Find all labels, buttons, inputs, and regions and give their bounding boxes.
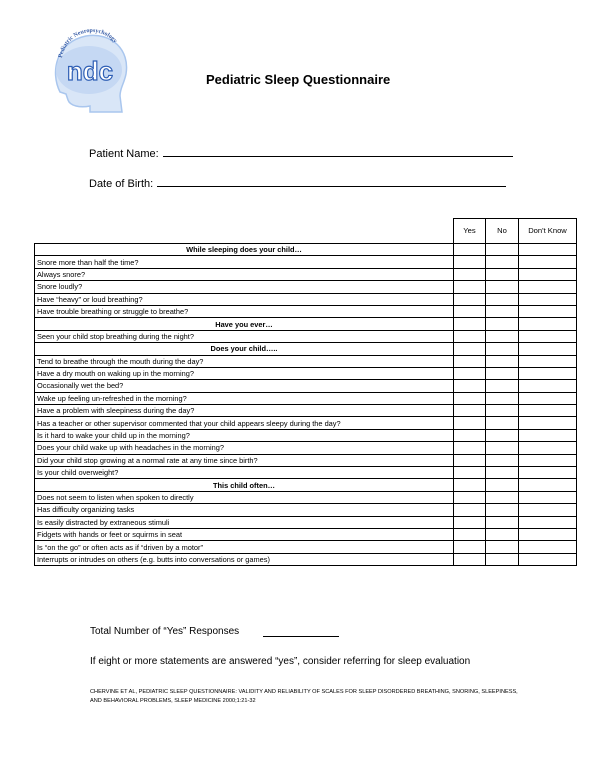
question-row xyxy=(35,516,577,528)
question-text: Have “heavy” or loud breathing? xyxy=(35,293,454,305)
answer-cell-yes[interactable] xyxy=(454,281,486,293)
answer-cell-yes[interactable] xyxy=(454,305,486,317)
answer-cell-dont-know[interactable] xyxy=(519,442,577,454)
patient-name-label: Patient Name: xyxy=(89,148,159,160)
question-row xyxy=(35,355,577,367)
answer-cell-no[interactable] xyxy=(486,305,519,317)
answer-cell-yes[interactable] xyxy=(454,417,486,429)
section-empty-cell xyxy=(519,479,577,491)
answer-cell-yes[interactable] xyxy=(454,491,486,503)
question-text: Is your child overweight? xyxy=(35,467,454,479)
question-row xyxy=(35,367,577,379)
question-text: Have a problem with sleepiness during the day? xyxy=(35,405,454,417)
patient-name-line[interactable] xyxy=(163,155,513,157)
section-empty-cell xyxy=(486,343,519,355)
total-yes-responses xyxy=(90,626,339,637)
column-header-dont-know: Don't Know xyxy=(519,219,577,244)
question-row xyxy=(35,417,577,429)
answer-cell-no[interactable] xyxy=(486,367,519,379)
question-row xyxy=(35,256,577,268)
question-text: Is easily distracted by extraneous stimuli xyxy=(35,516,454,528)
citation: CHERVINE ET AL, PEDIATRIC SLEEP QUESTIONNAIRE: VALIDITY AND RELIABILITY OF SCALES FOR SLEEP DISORDERED BREATHING, SNORING, SLEEPINESS, AND BEHAVIORAL PROBLEMS, SLEEP MEDICINE 2000;1:21-32 xyxy=(90,689,518,704)
section-empty-cell xyxy=(454,343,486,355)
column-header-yes: Yes xyxy=(454,219,486,244)
answer-cell-dont-know[interactable] xyxy=(519,355,577,367)
answer-cell-dont-know[interactable] xyxy=(519,281,577,293)
answer-cell-no[interactable] xyxy=(486,293,519,305)
logo-arc-text: Pediatric Neuropsychology xyxy=(58,28,118,59)
question-text: Does your child wake up with headaches in the morning? xyxy=(35,442,454,454)
section-header-label: This child often… xyxy=(35,479,454,491)
answer-cell-no[interactable] xyxy=(486,553,519,565)
question-row xyxy=(35,281,577,293)
answer-cell-dont-know[interactable] xyxy=(519,491,577,503)
answer-cell-yes[interactable] xyxy=(454,355,486,367)
question-text: Has a teacher or other supervisor commented that your child appears sleepy during the day? xyxy=(35,417,454,429)
question-text: Interrupts or intrudes on others (e.g. butts into conversations or games) xyxy=(35,553,454,565)
question-text: Is it hard to wake your child up in the morning? xyxy=(35,429,454,441)
total-yes-blank[interactable] xyxy=(263,627,339,637)
answer-cell-no[interactable] xyxy=(486,268,519,280)
answer-cell-no[interactable] xyxy=(486,380,519,392)
answer-cell-no[interactable] xyxy=(486,454,519,466)
question-row xyxy=(35,392,577,404)
question-row xyxy=(35,380,577,392)
answer-cell-yes[interactable] xyxy=(454,429,486,441)
answer-cell-dont-know[interactable] xyxy=(519,256,577,268)
answer-cell-yes[interactable] xyxy=(454,256,486,268)
answer-cell-yes[interactable] xyxy=(454,392,486,404)
answer-cell-dont-know[interactable] xyxy=(519,305,577,317)
date-of-birth-label: Date of Birth: xyxy=(89,178,154,190)
question-row xyxy=(35,491,577,503)
answer-cell-yes[interactable] xyxy=(454,405,486,417)
questionnaire-table xyxy=(34,218,577,566)
answer-cell-no[interactable] xyxy=(486,417,519,429)
question-text: Occasionally wet the bed? xyxy=(35,380,454,392)
question-text: Is “on the go” or often acts as if “driven by a motor” xyxy=(35,541,454,553)
answer-cell-yes[interactable] xyxy=(454,367,486,379)
answer-cell-no[interactable] xyxy=(486,528,519,540)
section-header-label: Have you ever… xyxy=(35,318,454,330)
question-text: Seen your child stop breathing during the night? xyxy=(35,330,454,342)
question-text: Have a dry mouth on waking up in the morning? xyxy=(35,367,454,379)
answer-cell-no[interactable] xyxy=(486,281,519,293)
answer-cell-dont-know[interactable] xyxy=(519,417,577,429)
answer-cell-yes[interactable] xyxy=(454,293,486,305)
answer-cell-yes[interactable] xyxy=(454,541,486,553)
question-row xyxy=(35,553,577,565)
section-header-label: While sleeping does your child… xyxy=(35,244,454,256)
section-header-row xyxy=(35,244,577,256)
section-header-label: Does your child….. xyxy=(35,343,454,355)
answer-cell-no[interactable] xyxy=(486,491,519,503)
section-empty-cell xyxy=(454,318,486,330)
header-blank-cell xyxy=(35,219,454,244)
question-text: Snore more than half the time? xyxy=(35,256,454,268)
question-row xyxy=(35,541,577,553)
table-header-row xyxy=(35,219,577,244)
question-row xyxy=(35,504,577,516)
ndc-logo xyxy=(46,22,136,122)
section-empty-cell xyxy=(486,244,519,256)
answer-cell-yes[interactable] xyxy=(454,528,486,540)
section-empty-cell xyxy=(519,343,577,355)
answer-cell-yes[interactable] xyxy=(454,454,486,466)
page-title: Pediatric Sleep Questionnaire xyxy=(206,72,391,87)
question-row xyxy=(35,330,577,342)
section-empty-cell xyxy=(454,479,486,491)
answer-cell-yes[interactable] xyxy=(454,553,486,565)
answer-cell-no[interactable] xyxy=(486,442,519,454)
answer-cell-yes[interactable] xyxy=(454,442,486,454)
answer-cell-no[interactable] xyxy=(486,541,519,553)
answer-cell-dont-know[interactable] xyxy=(519,504,577,516)
answer-cell-dont-know[interactable] xyxy=(519,367,577,379)
answer-cell-dont-know[interactable] xyxy=(519,528,577,540)
answer-cell-dont-know[interactable] xyxy=(519,380,577,392)
question-text: Has difficulty organizing tasks xyxy=(35,504,454,516)
question-row xyxy=(35,293,577,305)
answer-cell-no[interactable] xyxy=(486,516,519,528)
question-row xyxy=(35,454,577,466)
answer-cell-dont-know[interactable] xyxy=(519,392,577,404)
answer-cell-yes[interactable] xyxy=(454,467,486,479)
answer-cell-dont-know[interactable] xyxy=(519,553,577,565)
answer-cell-no[interactable] xyxy=(486,330,519,342)
question-text: Snore loudly? xyxy=(35,281,454,293)
question-row xyxy=(35,305,577,317)
answer-cell-no[interactable] xyxy=(486,256,519,268)
question-text: Fidgets with hands or feet or squirms in seat xyxy=(35,528,454,540)
referral-note: If eight or more statements are answered “yes”, consider referring for sleep evaluation xyxy=(90,656,471,667)
answer-cell-no[interactable] xyxy=(486,392,519,404)
question-row xyxy=(35,467,577,479)
answer-cell-no[interactable] xyxy=(486,429,519,441)
answer-cell-dont-know[interactable] xyxy=(519,516,577,528)
answer-cell-dont-know[interactable] xyxy=(519,467,577,479)
patient-name-field[interactable] xyxy=(89,148,513,160)
answer-cell-dont-know[interactable] xyxy=(519,268,577,280)
question-text: Have trouble breathing or struggle to breathe? xyxy=(35,305,454,317)
answer-cell-dont-know[interactable] xyxy=(519,541,577,553)
question-row xyxy=(35,405,577,417)
section-header-row xyxy=(35,343,577,355)
question-text: Tend to breathe through the mouth during the day? xyxy=(35,355,454,367)
answer-cell-yes[interactable] xyxy=(454,268,486,280)
question-text: Always snore? xyxy=(35,268,454,280)
answer-cell-yes[interactable] xyxy=(454,330,486,342)
answer-cell-no[interactable] xyxy=(486,355,519,367)
date-of-birth-field[interactable] xyxy=(89,178,506,190)
question-row xyxy=(35,268,577,280)
question-row xyxy=(35,528,577,540)
answer-cell-no[interactable] xyxy=(486,467,519,479)
total-yes-label: Total Number of “Yes” Responses xyxy=(90,626,240,637)
answer-cell-yes[interactable] xyxy=(454,380,486,392)
answer-cell-no[interactable] xyxy=(486,405,519,417)
answer-cell-dont-know[interactable] xyxy=(519,293,577,305)
answer-cell-dont-know[interactable] xyxy=(519,454,577,466)
answer-cell-yes[interactable] xyxy=(454,504,486,516)
section-empty-cell xyxy=(486,318,519,330)
answer-cell-dont-know[interactable] xyxy=(519,429,577,441)
section-empty-cell xyxy=(486,479,519,491)
column-header-no: No xyxy=(486,219,519,244)
question-row xyxy=(35,442,577,454)
section-empty-cell xyxy=(519,244,577,256)
question-text: Did your child stop growing at a normal rate at any time since birth? xyxy=(35,454,454,466)
answer-cell-dont-know[interactable] xyxy=(519,330,577,342)
answer-cell-yes[interactable] xyxy=(454,516,486,528)
date-of-birth-line[interactable] xyxy=(157,185,506,187)
ndc-logo-graphic xyxy=(46,22,136,122)
question-text: Does not seem to listen when spoken to directly xyxy=(35,491,454,503)
section-header-row xyxy=(35,479,577,491)
answer-cell-dont-know[interactable] xyxy=(519,405,577,417)
section-empty-cell xyxy=(454,244,486,256)
question-text: Wake up feeling un-refreshed in the morning? xyxy=(35,392,454,404)
section-header-row xyxy=(35,318,577,330)
logo-initials: ndc xyxy=(66,56,114,86)
answer-cell-no[interactable] xyxy=(486,504,519,516)
section-empty-cell xyxy=(519,318,577,330)
question-row xyxy=(35,429,577,441)
